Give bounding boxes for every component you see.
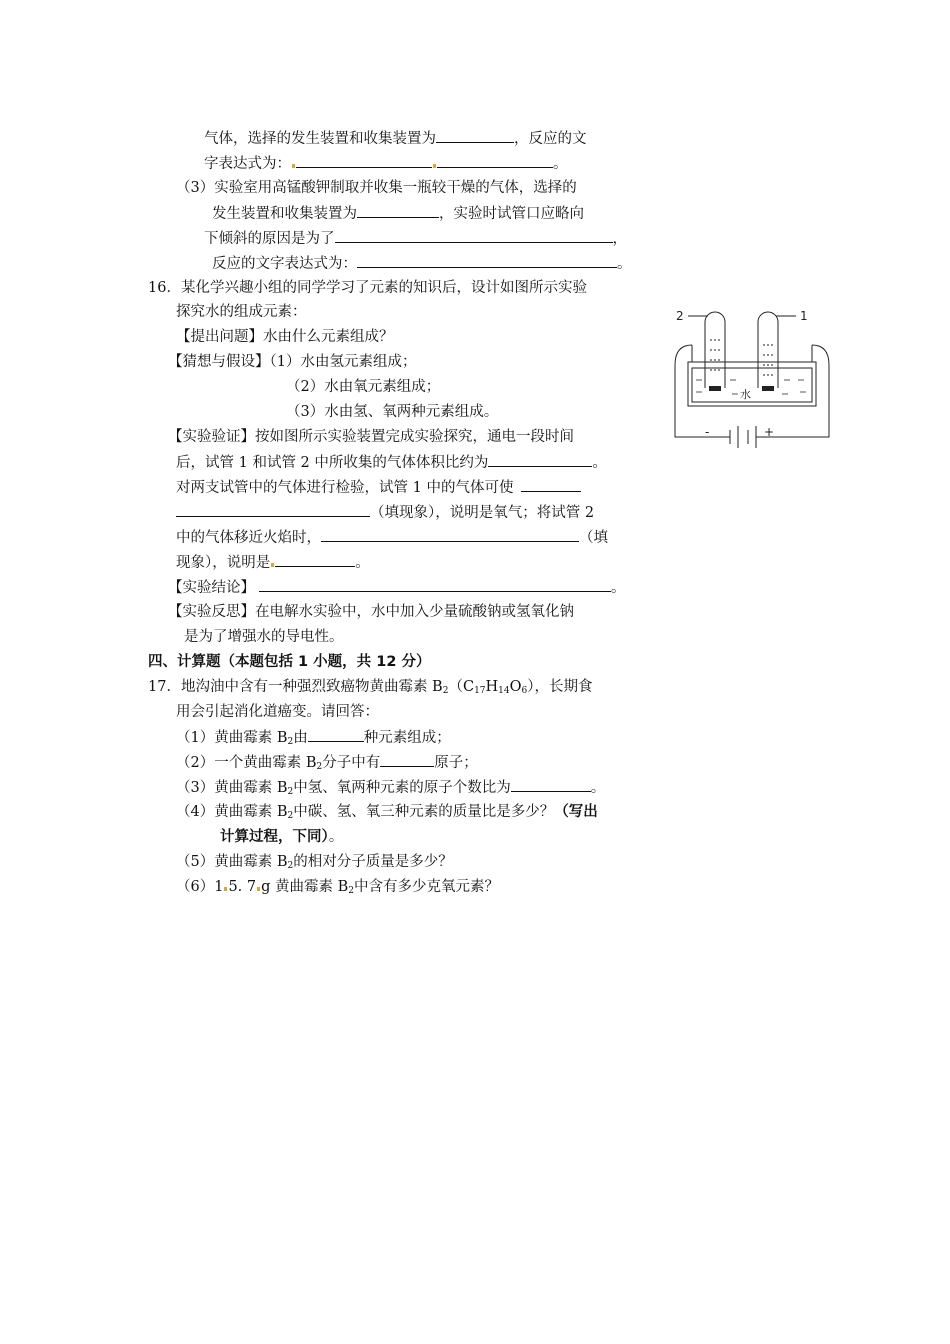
q17-part-6: （6）1 5. 7 g 黄曲霉素 $B_2$中含有多少克氧元素？ [176,879,500,896]
electrode-right [762,386,774,391]
q17-part-3: （3）黄曲霉素 $B_2$中氢、氧两种元素的原子个数比为 。 [176,777,605,797]
tube-2-label: 2 [676,309,684,323]
answer-blank[interactable] [335,228,613,243]
q16-verify-4: （填现象），说明是氧气；将试管 2 [176,502,594,522]
q16-ask: 【提出问题】水由什么元素组成？ [176,329,394,345]
q16-line-2: 探究水的组成元素： [176,304,307,320]
q15-line-6: 反应的文字表达式为： 。 [212,253,632,273]
q15-line-4: 发生装置和收集装置为 ，实验时试管口应略向 [212,203,584,223]
left-wire [675,345,730,437]
answer-blank[interactable] [488,452,592,467]
answer-blank[interactable] [511,777,591,792]
marker-dot [257,887,260,891]
answer-blank[interactable] [176,502,370,517]
answer-blank[interactable] [357,253,617,268]
answer-blank[interactable] [296,153,432,168]
marker-dot [271,563,274,567]
q17-line-1: 17．地沟油中含有一种强烈致癌物黄曲霉素 $B_2(C_{17}H_{14}O_6)$，长期食 [148,679,593,696]
q17-line-2: 用会引起消化道癌变。请回答： [176,704,379,720]
minus-label: - [705,425,710,439]
q17-part-4-cont: 计算过程，下同）。 [220,829,344,845]
answer-blank[interactable] [380,752,434,767]
q16-verify-6: 现象），说明是 。 [176,552,370,572]
q15-line-1: 气体，选择的发生装置和收集装置为 ，反应的文 [204,128,587,148]
q17-part-4: （4）黄曲霉素 $B_2$中碳、氢、氧三种元素的质量比是多少？（写出 [176,804,598,821]
answer-blank[interactable] [275,552,355,567]
q16-guess-3: （3）水由氢、氧两种元素组成。 [286,404,499,420]
answer-blank[interactable] [436,128,514,143]
answer-blank[interactable] [437,153,553,168]
marker-dot [292,164,295,168]
q15-line-5: 下倾斜的原因是为了 ， [204,228,627,248]
q16-reflect-1: 【实验反思】在电解水实验中，水中加入少量硫酸钠或氢氧化钠 [168,604,574,620]
q16-reflect-2: 是为了增强水的导电性。 [184,629,344,645]
section-4-heading: 四、计算题（本题包括 1 小题，共 12 分） [148,654,431,670]
answer-blank[interactable] [308,727,364,742]
tube-1-label: 1 [800,309,808,323]
answer-blank[interactable] [321,527,579,542]
q15-line-2: 字表达式为： 。 [204,153,568,173]
q17-part-2: （2）一个黄曲霉素 $B_2$分子中有 原子； [176,752,478,772]
electrolysis-diagram [672,300,832,450]
answer-blank[interactable] [521,477,581,492]
answer-blank[interactable] [259,577,611,592]
q15-line-3: （3）实验室用高锰酸钾制取并收集一瓶较干燥的气体，选择的 [176,180,577,196]
marker-dot [224,887,227,891]
q16-guess-label: 【猜想与假设】（1）水由氢元素组成； [168,354,417,370]
q16-verify-3: 对两支试管中的气体进行检验，试管 1 中的气体可使 [176,477,581,497]
q17-part-1: （1）黄曲霉素 $B_2$由 种元素组成； [176,727,451,747]
water-trough [688,362,816,406]
plus-label: + [764,425,775,439]
test-tube-1 [758,312,778,388]
electrode-left [709,386,721,391]
q16-conclusion: 【实验结论】 。 [168,577,626,597]
battery [730,426,756,448]
q16-line-1: 16．某化学兴趣小组的同学学习了元素的知识后，设计如图所示实验 [148,280,587,296]
q16-verify-1: 【实验验证】按如图所示实验装置完成实验探究，通电一段时间 [168,429,574,445]
marker-dot [433,164,436,168]
q17-part-5: （5）黄曲霉素 $B_2$的相对分子质量是多少？ [176,854,453,871]
answer-blank[interactable] [357,203,439,218]
q16-verify-2: 后，试管 1 和试管 2 中所收集的气体体积比约为 。 [176,452,607,472]
q16-guess-2: （2）水由氧元素组成； [286,379,441,395]
q16-verify-5: 中的气体移近火焰时， （填 [176,527,608,547]
water-label: 水 [740,388,751,401]
